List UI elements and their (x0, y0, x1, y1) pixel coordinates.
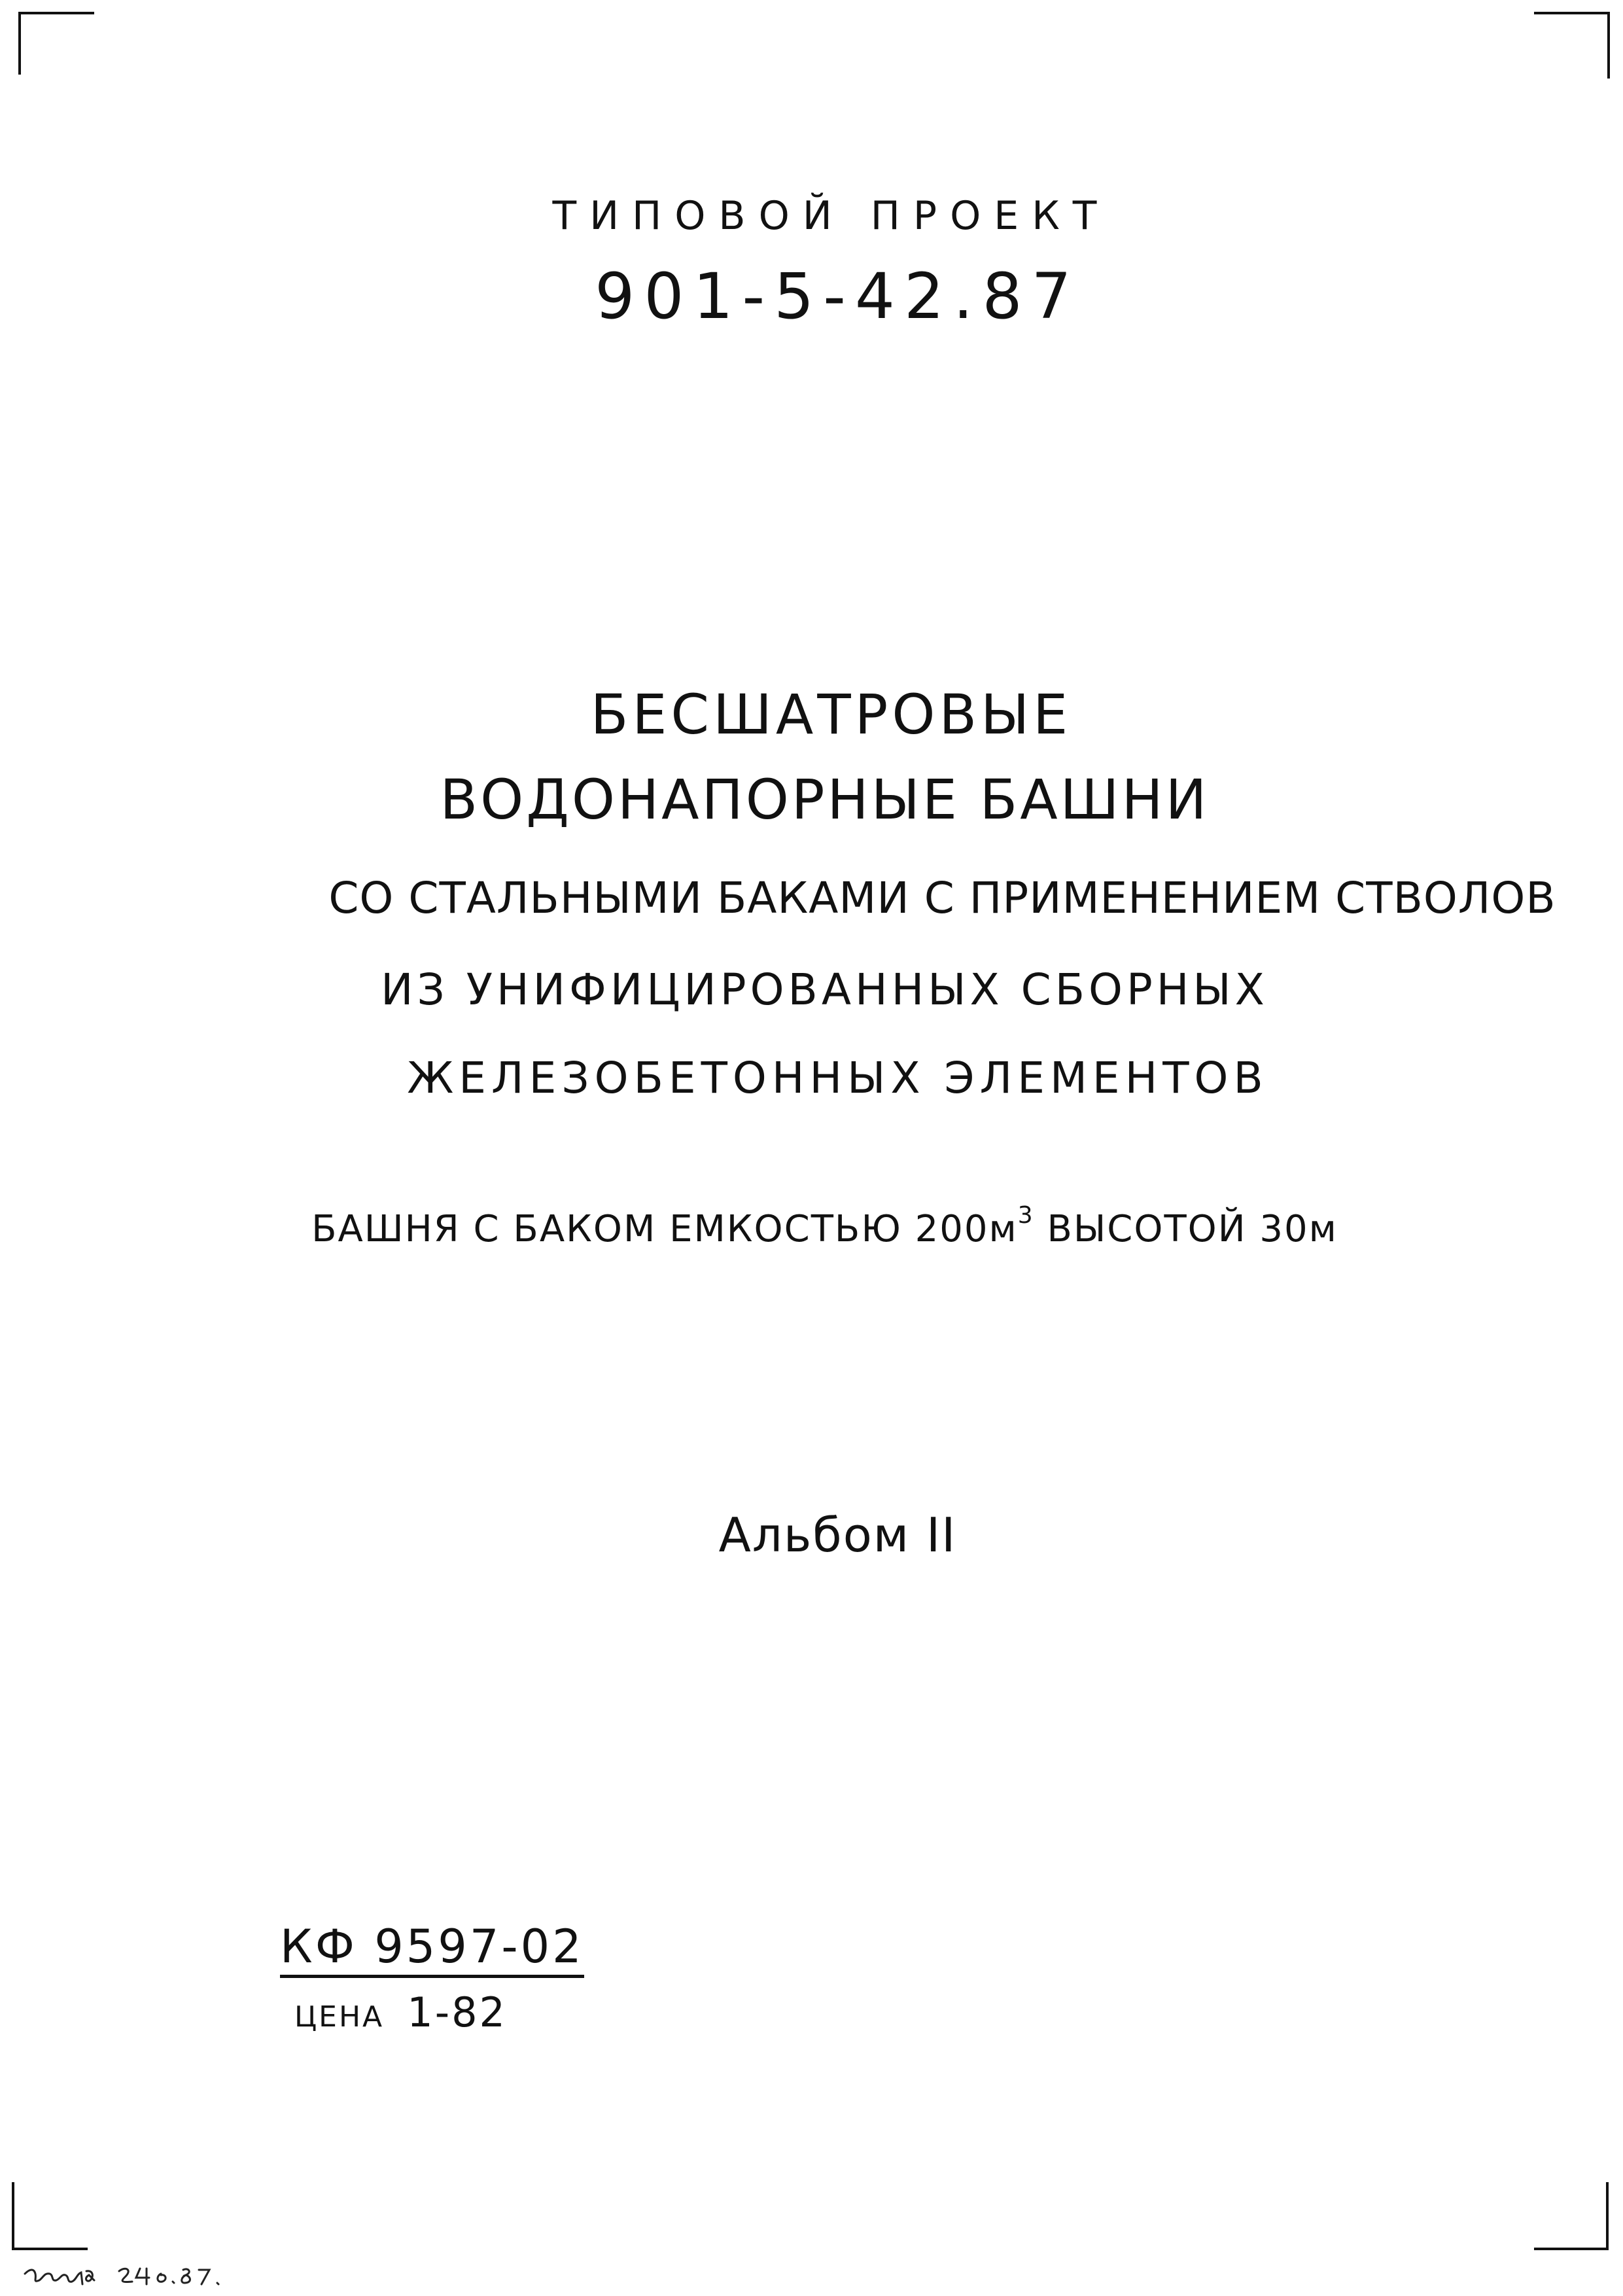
title-line-5: ЖЕЛЕЗОБЕТОННЫХ ЭЛЕМЕНТОВ (407, 1053, 1268, 1103)
title-line-3: СО СТАЛЬНЫМИ БАКАМИ С ПРИМЕНЕНИЕМ СТВОЛОВ (328, 873, 1556, 923)
project-number: 901-5-42.87 (595, 260, 1081, 333)
tower-subtitle (0, 1204, 1623, 1248)
title-line-1: БЕСШАТРОВЫЕ (590, 682, 1072, 747)
catalog-code: КФ 9597-02 (280, 1924, 584, 1978)
subtitle-main-text: БАШНЯ С БАКОМ ЕМКОСТЬЮ 200м (311, 1208, 1018, 1250)
album-label: Альбом II (718, 1508, 957, 1563)
corner-mark-top-right (1534, 12, 1610, 79)
corner-mark-top-left (18, 12, 94, 75)
price-row (294, 1988, 584, 2036)
title-line-2: ВОДОНАПОРНЫЕ БАШНИ (440, 768, 1210, 832)
handwritten-note-signature (21, 2254, 296, 2293)
corner-mark-bottom-right (1534, 2182, 1609, 2250)
catalog-block (280, 1920, 584, 2036)
corner-mark-bottom-left (12, 2182, 88, 2250)
price-value: 1-82 (407, 1988, 507, 2036)
subtitle-height-text: ВЫСОТОЙ 30м (1034, 1208, 1338, 1250)
price-label: ЦЕНА (294, 2000, 385, 2034)
subtitle-superscript: 3 (1017, 1202, 1034, 1229)
title-line-4: ИЗ УНИФИЦИРОВАННЫХ СБОРНЫХ (381, 964, 1268, 1015)
project-label: ТИПОВОЙ ПРОЕКТ (552, 193, 1110, 239)
